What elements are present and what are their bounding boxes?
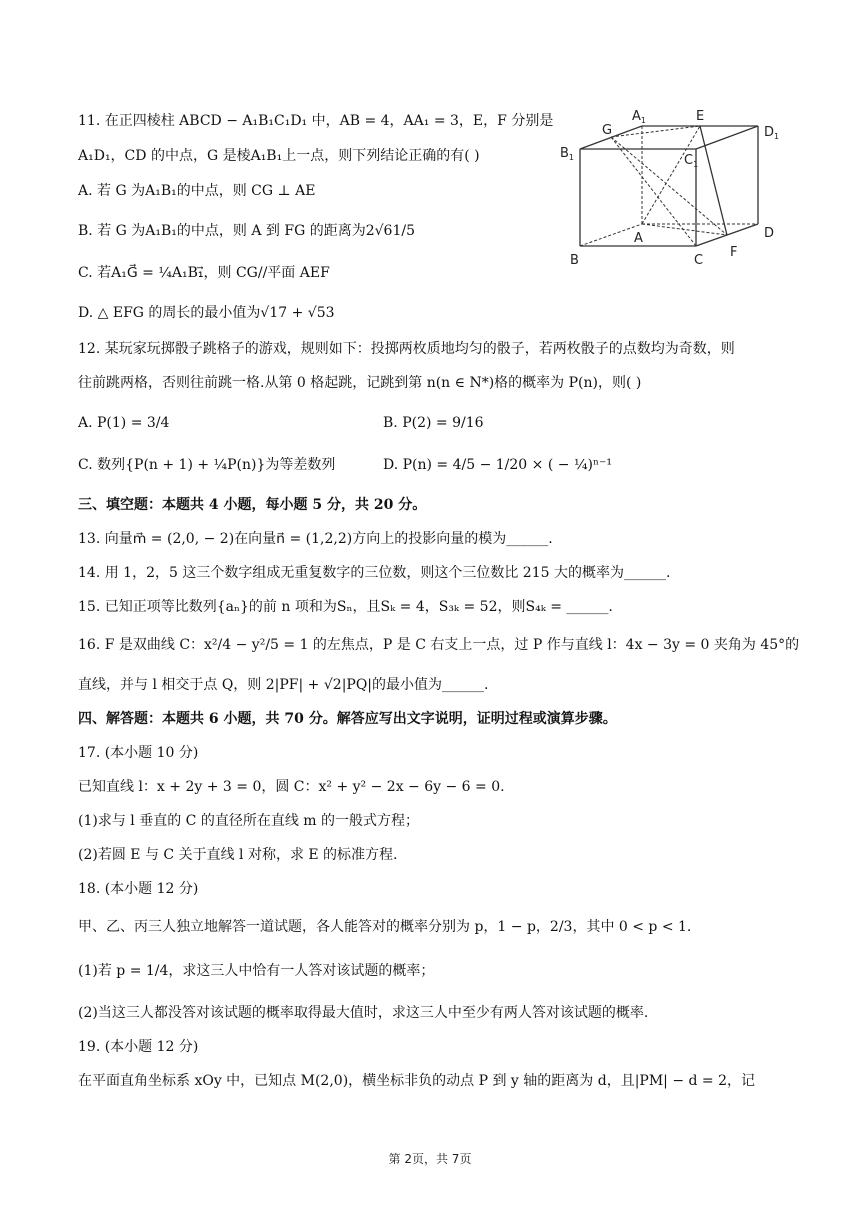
q11-option-c: C. 若A₁G⃗ = ¼A₁B₁⃗，则 CG//平面 AEF (78, 265, 330, 281)
q18-header: 18. (本小题 12 分) (78, 881, 199, 897)
label-g: G (602, 123, 613, 138)
q12-option-a: A. P(1) = 3/4 (78, 415, 170, 431)
section-3-heading: 三、填空题：本题共 4 小题，每小题 5 分，共 20 分。 (78, 497, 427, 513)
section-4-heading: 四、解答题：本题共 6 小题，共 70 分。解答应写出文字说明，证明过程或演算步骤。 (78, 711, 617, 727)
label-b: B (570, 253, 579, 268)
page-footer: 第 2页，共 7页 (388, 1152, 472, 1166)
label-b1: $B_1$ (560, 146, 575, 162)
q11-line2: A₁D₁，CD 的中点，G 是棱A₁B₁上一点，则下列结论正确的有( ) (78, 148, 480, 164)
q16-line1: 16. F 是双曲线 C：x²/4 − y²/5 = 1 的左焦点，P 是 C 右支上一点，过 P 作与直线 l：4x − 3y = 0 夹角为 45°的 (78, 637, 800, 653)
label-e: E (696, 109, 705, 124)
label-d: D (764, 226, 775, 241)
q17-stem: 已知直线 l：x + 2y + 3 = 0，圆 C：x² + y² − 2x − 6y − 6 = 0. (78, 779, 505, 795)
q12-line2: 往前跳两格，否则往前跳一格.从第 0 格起跳，记跳到第 n(n ∈ N*)格的概率为 P(n)，则( ) (78, 375, 642, 391)
label-a1: $A_1$ (632, 109, 646, 125)
label-f: F (730, 245, 738, 260)
label-d1: $D_1$ (764, 125, 780, 141)
seg-g-f (611, 137, 727, 235)
q18-part2: (2)当这三人都没答对该试题的概率取得最大值时，求这三人中至少有两人答对该试题的概率. (78, 1005, 649, 1021)
q11-option-d: D. △ EFG 的周长的最小值为√17 + √53 (78, 305, 335, 321)
label-c1: $C_1$ (684, 153, 699, 169)
label-c: C (694, 253, 704, 268)
q18-stem: 甲、乙、丙三人独立地解答一道试题，各人能答对的概率分别为 p，1 − p，2/3，其中 0 < p < 1. (78, 919, 692, 935)
q19-header: 19. (本小题 12 分) (78, 1039, 199, 1055)
edge-b-a (580, 224, 642, 246)
q11-option-a: A. 若 G 为A₁B₁的中点，则 CG ⊥ AE (78, 183, 316, 199)
q19-stem: 在平面直角坐标系 xOy 中，已知点 M(2,0)，横坐标非负的动点 P 到 y 轴的距离为 d，且|PM| − d = 2，记 (78, 1073, 756, 1089)
label-a: A (634, 231, 643, 246)
q17-part1: (1)求与 l 垂直的 C 的直径所在直线 m 的一般式方程； (78, 813, 419, 829)
seg-a-f (642, 224, 727, 235)
prism-figure (558, 104, 790, 274)
q16-line2: 直线，并与 l 相交于点 Q，则 2|PF| + √2|PQ|的最小值为______. (78, 677, 489, 693)
q17-header: 17. (本小题 10 分) (78, 745, 199, 761)
q12-option-d: D. P(n) = 4/5 − 1/20 × ( − ¼)ⁿ⁻¹ (383, 457, 613, 473)
q12-line1: 12. 某玩家玩掷骰子跳格子的游戏，规则如下：投掷两枚质地均匀的骰子，若两枚骰子的点数均为奇数，则 (78, 341, 735, 357)
seg-g-e (611, 126, 700, 137)
q18-part1: (1)若 p = 1/4，求这三人中恰有一人答对该试题的概率； (78, 963, 435, 979)
q13: 13. 向量m⃗ = (2,0, − 2)在向量n⃗ = (1,2,2)方向上的投影向量的模为______. (78, 531, 553, 547)
q12-option-b: B. P(2) = 9/16 (383, 415, 484, 431)
q11-option-b: B. 若 G 为A₁B₁的中点，则 A 到 FG 的距离为2√61/5 (78, 223, 415, 239)
q15: 15. 已知正项等比数列{aₙ}的前 n 项和为Sₙ，且Sₖ = 4，S₃ₖ = 52，则S₄ₖ = ______. (78, 599, 613, 615)
q17-part2: (2)若圆 E 与 C 关于直线 l 对称，求 E 的标准方程. (78, 847, 398, 863)
q14: 14. 用 1，2，5 这三个数字组成无重复数字的三位数，则这个三位数比 215 大的概率为______. (78, 565, 671, 581)
q11-line1: 11. 在正四棱柱 ABCD − A₁B₁C₁D₁ 中，AB = 4，AA₁ = 3，E，F 分别是 (78, 113, 554, 129)
seg-a-e (642, 126, 700, 224)
q12-option-c: C. 数列{P(n + 1) + ¼P(n)}为等差数列 (78, 457, 336, 473)
